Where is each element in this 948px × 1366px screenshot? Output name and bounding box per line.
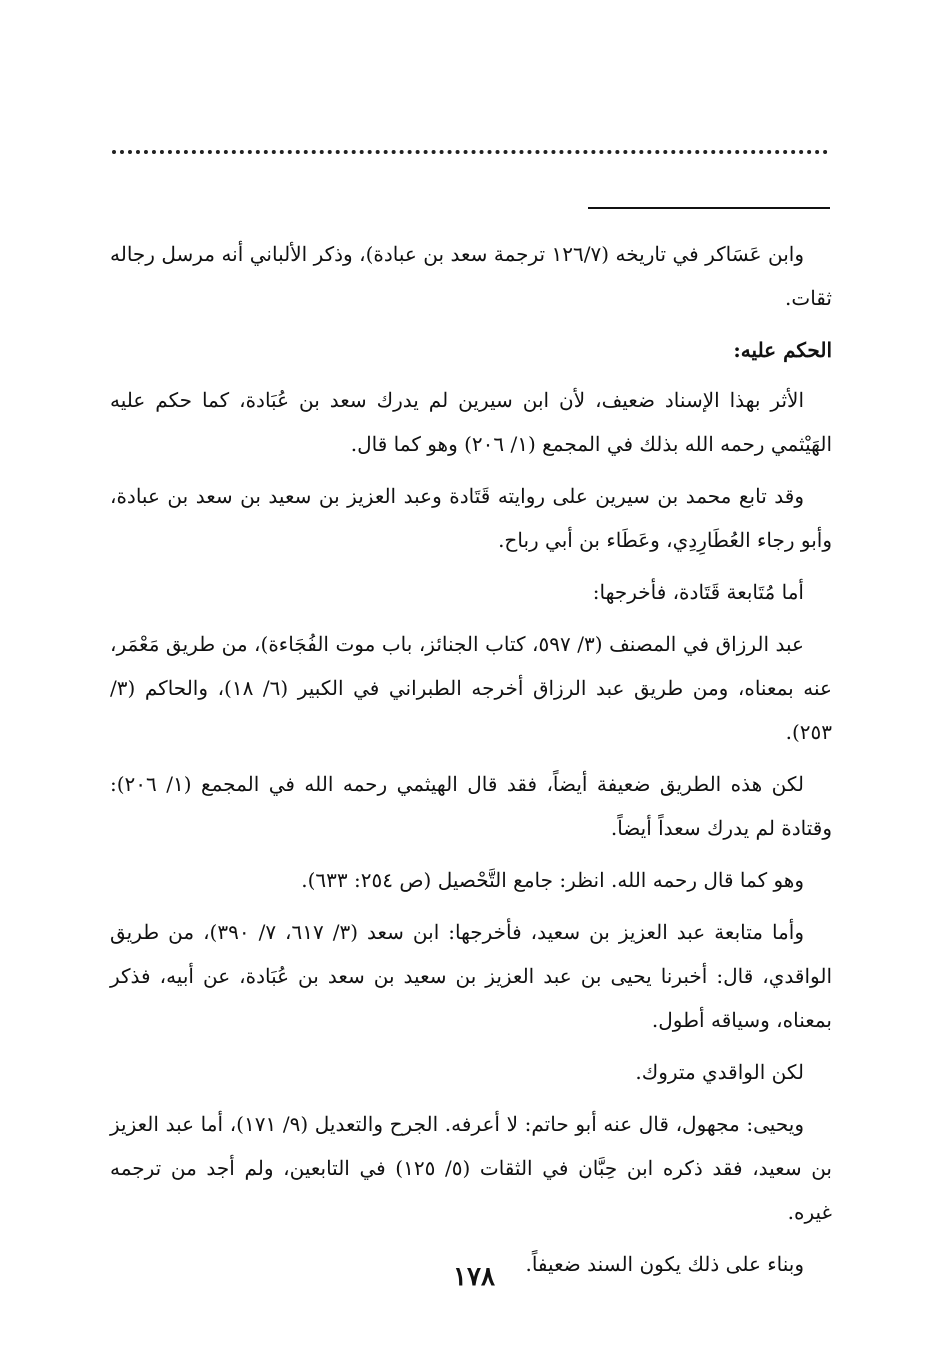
footnote-continuation: وابن عَسَاكر في تاريخه (١٢٦/٧ ترجمة سعد بن عبادة)، وذكر الألباني أنه مرسل رجاله ثقات. <box>110 242 832 310</box>
paragraph-weak-chain: لكن هذه الطريق ضعيفة أيضاً، فقد قال الهيثمي رحمه الله في المجمع (١/ ٢٠٦): وقتادة لم يدرك سعداً أيضاً. <box>110 772 832 840</box>
paragraph-yahya: ويحيى: مجهول، قال عنه أبو حاتم: لا أعرفه. الجرح والتعديل (٩/ ١٧١)، أما عبد العزيز بن سعيد، فقد ذكره ابن حِبَّان في الثقات (٥/ ١٢٥) في التابعين، ولم أجد من ترجمه غيره. <box>110 1112 832 1224</box>
paragraph-abdurrazzaq: عبد الرزاق في المصنف (٣/ ٥٩٧، كتاب الجنائز، باب موت الفُجَاءة)، من طريق مَعْمَر، عنه بمعناه، ومن طريق عبد الرزاق أخرجه الطبراني في الكبير (٦/ ١٨)، والحاكم (٣/ ٢٥٣). <box>110 632 832 744</box>
paragraph-conclusion: وبناء على ذلك يكون السند ضعيفاً. <box>525 1252 804 1276</box>
dotted-separator <box>112 150 828 154</box>
section-heading: الحكم عليه: <box>733 338 832 362</box>
paragraph-qatada-heading: أما مُتَابعة قَتَادة، فأخرجها: <box>592 580 804 604</box>
footnote-rule <box>588 207 830 209</box>
page-body <box>110 232 832 1294</box>
paragraph-waqidi: لكن الواقدي متروك. <box>635 1060 804 1084</box>
paragraph-followers: وقد تابع محمد بن سيرين على روايته قَتَادة وعبد العزيز بن سعيد بن سعد بن عبادة، وأبو رجاء العُطَارِدِي، وعَطَاء بن أبي رباح. <box>110 484 832 552</box>
page-number: ١٧٨ <box>453 1262 495 1292</box>
paragraph-abdulaziz: وأما متابعة عبد العزيز بن سعيد، فأخرجها: ابن سعد (٣/ ٦١٧، ٧/ ٣٩٠)، من طريق الواقدي، قال: أخبرنا يحيى بن عبد العزيز بن سعيد بن سعد بن عُبَادة، عن أبيه، فذكر بمعناه، وسياقه أطول. <box>110 920 832 1032</box>
paragraph-as-he-said: وهو كما قال رحمه الله. انظر: جامع التَّحْصيل (ص ٢٥٤: ٦٣٣). <box>301 868 804 892</box>
paragraph-ruling: الأثر بهذا الإسناد ضعيف، لأن ابن سيرين لم يدرك سعد بن عُبَادة، كما حكم عليه الهَيْثمي رحمه الله بذلك في المجمع (١/ ٢٠٦) وهو كما قال. <box>110 388 832 456</box>
